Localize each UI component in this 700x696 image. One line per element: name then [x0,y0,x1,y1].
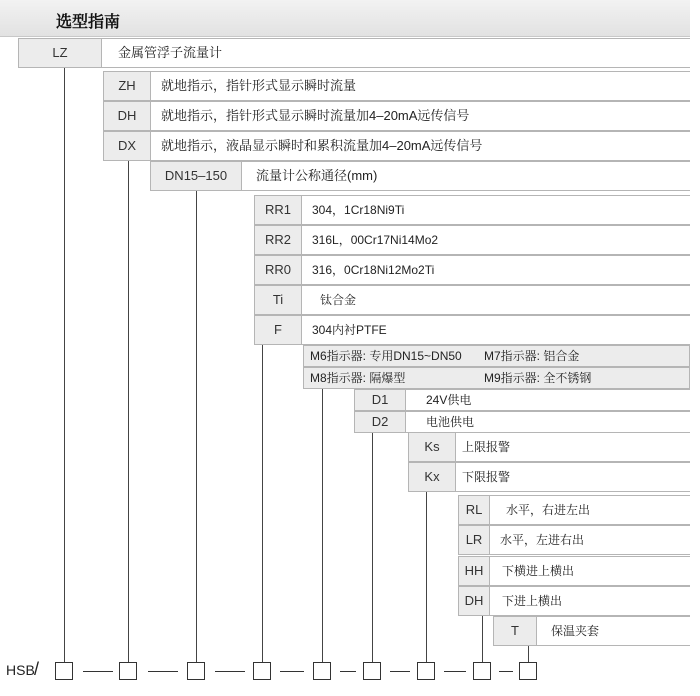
dash-6 [390,671,410,672]
connector-3 [196,191,197,662]
dash-5 [340,671,356,672]
model-prefix: HSB [6,662,35,678]
connector-5 [322,389,323,662]
code-rr2: RR2 [254,226,302,254]
code-d1: D1 [354,390,406,410]
title-bar [0,0,690,37]
desc-dx: 就地指示，液晶显示瞬时和累积流量加4–20mA远传信号 [161,138,483,153]
code-dx: DX [103,132,151,160]
indicator-row-1 [303,345,690,367]
row-rr0 [254,255,690,285]
connector-2 [128,161,129,662]
model-slot-2 [119,662,137,680]
dash-7 [444,671,466,672]
row-dx [103,131,690,161]
model-slot-5 [313,662,331,680]
connector-7 [426,492,427,662]
code-rl: RL [458,496,490,524]
model-slash: / [34,659,40,679]
desc-rr1: 304，1Cr18Ni9Ti [312,203,405,217]
row-zh [103,71,690,101]
row-lr [458,525,690,555]
desc-hh: 下横进上横出 [502,564,575,578]
row-f [254,315,690,345]
code-dn: DN15–150 [150,162,242,190]
desc-rl: 水平，右进左出 [506,503,591,517]
dash-1 [83,671,113,672]
row-hh [458,556,690,586]
code-dh2: DH [458,587,490,615]
code-zh: ZH [103,72,151,100]
model-slot-4 [253,662,271,680]
row-d2 [354,411,690,433]
model-slot-9 [519,662,537,680]
connector-8 [482,616,483,662]
row-ks [408,432,690,462]
row-kx [408,462,690,492]
connector-1 [64,68,65,662]
desc-kx: 下限报警 [462,470,511,484]
row-rr2 [254,225,690,255]
desc-d2: 电池供电 [426,415,475,429]
model-slot-3 [187,662,205,680]
code-lr: LR [458,526,490,554]
model-slot-6 [363,662,381,680]
connector-9 [528,646,529,662]
model-slot-1 [55,662,73,680]
code-dh: DH [103,102,151,130]
row-rr1 [254,195,690,225]
model-slot-7 [417,662,435,680]
indicator-m9: M9指示器: 全不锈钢 [484,371,592,385]
indicator-m6: M6指示器: 专用DN15~DN50 [310,349,462,363]
code-kx: Kx [408,463,456,491]
dash-2 [148,671,178,672]
code-ks: Ks [408,433,456,461]
row-d1 [354,389,690,411]
code-rr0: RR0 [254,256,302,284]
dash-4 [280,671,304,672]
row-rl [458,495,690,525]
code-ti: Ti [254,286,302,314]
connector-6 [372,433,373,662]
desc-d1: 24V供电 [426,393,472,407]
row-t [493,616,690,646]
desc-dn: 流量计公称通径(mm) [256,168,378,183]
code-rr1: RR1 [254,196,302,224]
indicator-row-2 [303,367,690,389]
row-dn [150,161,690,191]
row-dh [103,101,690,131]
dash-8 [499,671,513,672]
row-lz [18,38,690,68]
desc-ks: 上限报警 [462,440,511,454]
desc-zh: 就地指示，指针形式显示瞬时流量 [161,78,357,93]
code-f: F [254,316,302,344]
indicator-m7: M7指示器: 铝合金 [484,349,580,363]
desc-lz: 金属管浮子流量计 [118,45,223,60]
code-t: T [493,617,537,645]
page-title: 选型指南 [56,14,121,31]
row-ti [254,285,690,315]
desc-rr0: 316，0Cr18Ni12Mo2Ti [312,263,435,277]
model-slot-8 [473,662,491,680]
code-lz: LZ [18,39,102,67]
desc-lr: 水平，左进右出 [500,533,585,547]
code-d2: D2 [354,412,406,432]
connector-4 [262,345,263,662]
desc-ti: 钛合金 [320,293,357,307]
desc-dh: 就地指示，指针形式显示瞬时流量加4–20mA远传信号 [161,108,470,123]
code-hh: HH [458,557,490,585]
desc-f: 304内衬PTFE [312,323,387,337]
indicator-m8: M8指示器: 隔爆型 [310,371,406,385]
desc-dh2: 下进上横出 [502,594,563,608]
desc-rr2: 316L，00Cr17Ni14Mo2 [312,233,439,247]
dash-3 [215,671,245,672]
desc-t: 保温夹套 [551,624,600,638]
row-dh2 [458,586,690,616]
